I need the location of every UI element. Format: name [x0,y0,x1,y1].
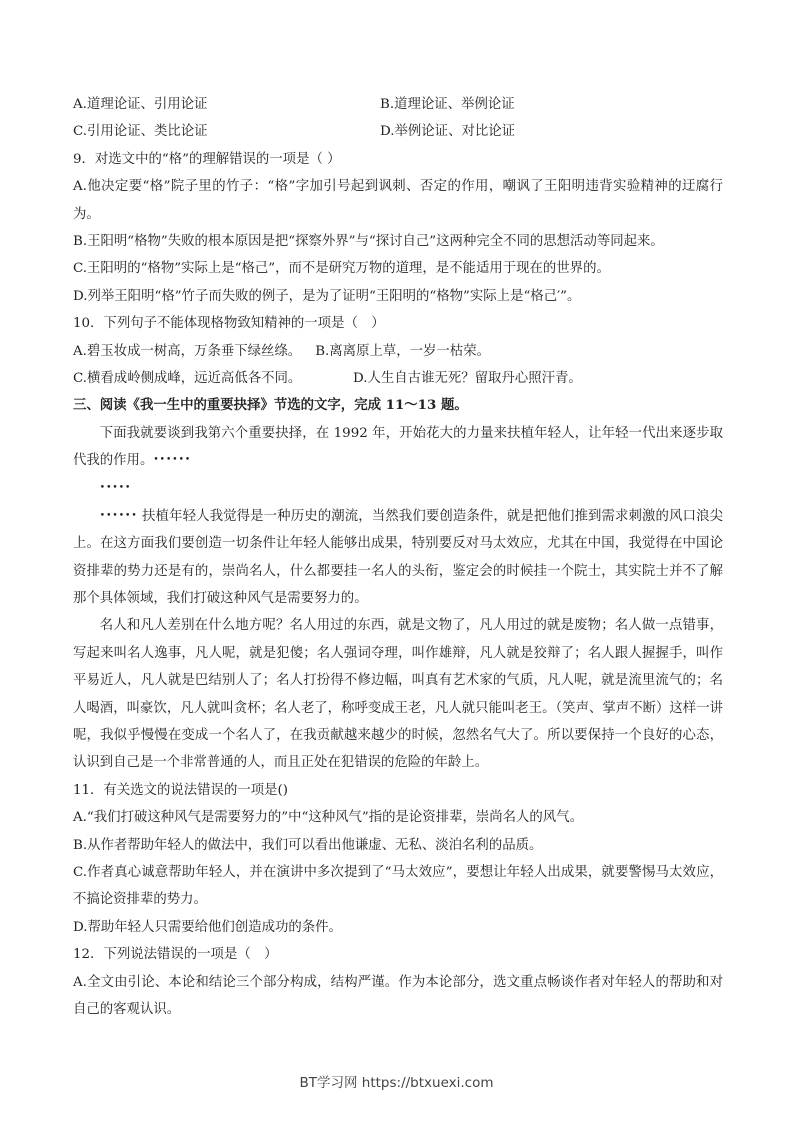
q10-option-a: A.碧玉妆成一树高，万条垂下绿丝绦。 [73,343,302,359]
q11-option-d: D.帮助年轻人只需要给他们创造成功的条件。 [73,919,342,935]
q11-option-a: A.“我们打破这种风气是需要努力的”中“这种风气”指的是论资排辈，崇尚名人的风气。 [73,810,583,826]
q11-stem: 11．有关选文的说法错误的一项是() [73,782,288,798]
q8-option-b: B.道理论证、举例论证 [380,97,515,112]
q8-option-d: D.举例论证、对比论证 [380,124,516,140]
q10-options-row-2 [73,365,723,392]
q8-options-row-2 [73,118,723,145]
passage-text: 下面我就要谈到我第六个重要抉择，在 1992 年，开始花大的力量来扶植年轻人，让年轻一代出来逐步取代我的作用。 [73,425,723,469]
ellipsis: •••••• [99,510,138,521]
q9-option-b: B.王阳明“格物”失败的根本原因是把“探察外界”与“探讨自己”这两种完全不同的思想活动等同起来。 [73,234,664,250]
q11-option-b: B.从作者帮助年轻人的做法中，我们可以看出他谦虚、无私、淡泊名利的品质。 [73,837,543,853]
q8-option-c: C.引用论证、类比论证 [73,124,208,140]
section-3-heading: 三、阅读《我一生中的重要抉择》节选的文字，完成 11～13 题。 [73,397,468,414]
q8-option-a: A.道理论证、引用论证 [73,97,208,112]
passage-paragraph-3: 名人和凡人差别在什么地方呢？名人用过的东西，就是文物了，凡人用过的就是废物；名人做一点错事，写起来叫名人逸事，凡人呢，就是犯傻；名人强词夺理，叫作雄辩，凡人就是狡辩了；名人跟人握握手，叫作平易近人，凡人就是巴结别人了；名人打扮得不修边幅，叫真有艺术家的气质，凡人呢，就是流里流气的；名人喝酒，叫豪饮，凡人就叫贪杯；名人老了，称呼变成王老，凡人就只能叫老王。（笑声、掌声不断）这样一讲呢，我似乎慢慢在变成一个名人了，在我贡献越来越少的时候，忽然名气大了。所以要保持一个良好的心态，认识到自己是一个非常普通的人，而且正处在犯错误的危险的年龄上。 [73,618,723,771]
passage-paragraph-2 [73,503,723,613]
footer-watermark: BT学习网 https://btxuexi.com [299,1075,494,1091]
q12-option-a: A.全文由引论、本论和结论三个部分构成，结构严谨。作为本论部分，选文重点畅谈作者对年轻人的帮助和对自己的客观认识。 [73,974,723,1018]
q12-stem: 12．下列说法错误的一项是（ ） [73,947,278,963]
q10-stem: 10．下列句子不能体现格物致知精神的一项是（ ） [73,316,385,332]
q10-option-d: D.人生自古谁无死？留取丹心照汗青。 [353,371,582,387]
ellipsis-line [73,475,723,503]
q8-options-row-1 [73,91,723,118]
passage-text: 扶植年轻人我觉得是一种历史的潮流，当然我们要创造条件，就是把他们推到需求刺激的风口浪尖上。在这方面我们要创造一切条件让年轻人能够出成果，特别要反对马太效应，尤其在中国，我觉得在中国论资排辈的势力还是有的，崇尚名人，什么都要挂一名人的头衔，鉴定会的时候挂一个院士，其实院士并不了解那个具体领域，我们打破这种风气是需要努力的。 [73,508,723,606]
q11-option-c: C.作者真心诚意帮助年轻人，并在演讲中多次提到了“马太效应”，要想让年轻人出成果，就要警惕马太效应，不搞论资排辈的势力。 [73,864,723,908]
q9-option-d: D.列举王阳明“格”竹子而失败的例子，是为了证明“王阳明的“格物”实际上是“格己′”。 [73,288,581,304]
q9-option-c: C.王阳明的“格物”实际上是“格己”，而不是研究万物的道理，是不能适用于现在的世界的。 [73,261,610,277]
q10-options-row-1 [73,338,723,365]
q9-option-a: A.他决定要“格”院子里的竹子：“格”字加引号起到讽刺、否定的作用，嘲讽了王阳明违背实验精神的迂腐行为。 [73,179,723,222]
ellipsis: ••••• [99,482,132,493]
passage-paragraph-1 [73,420,723,475]
q10-option-c: C.横看成岭侧成峰，远近高低各不同。 [73,371,302,387]
document-page [73,91,723,1023]
q10-option-b: B.离离原上草，一岁一枯荣。 [315,343,490,359]
ellipsis: •••••• [153,455,192,466]
q9-stem: 9．对选文中的“格”的理解错误的一项是（ ） [73,151,341,167]
